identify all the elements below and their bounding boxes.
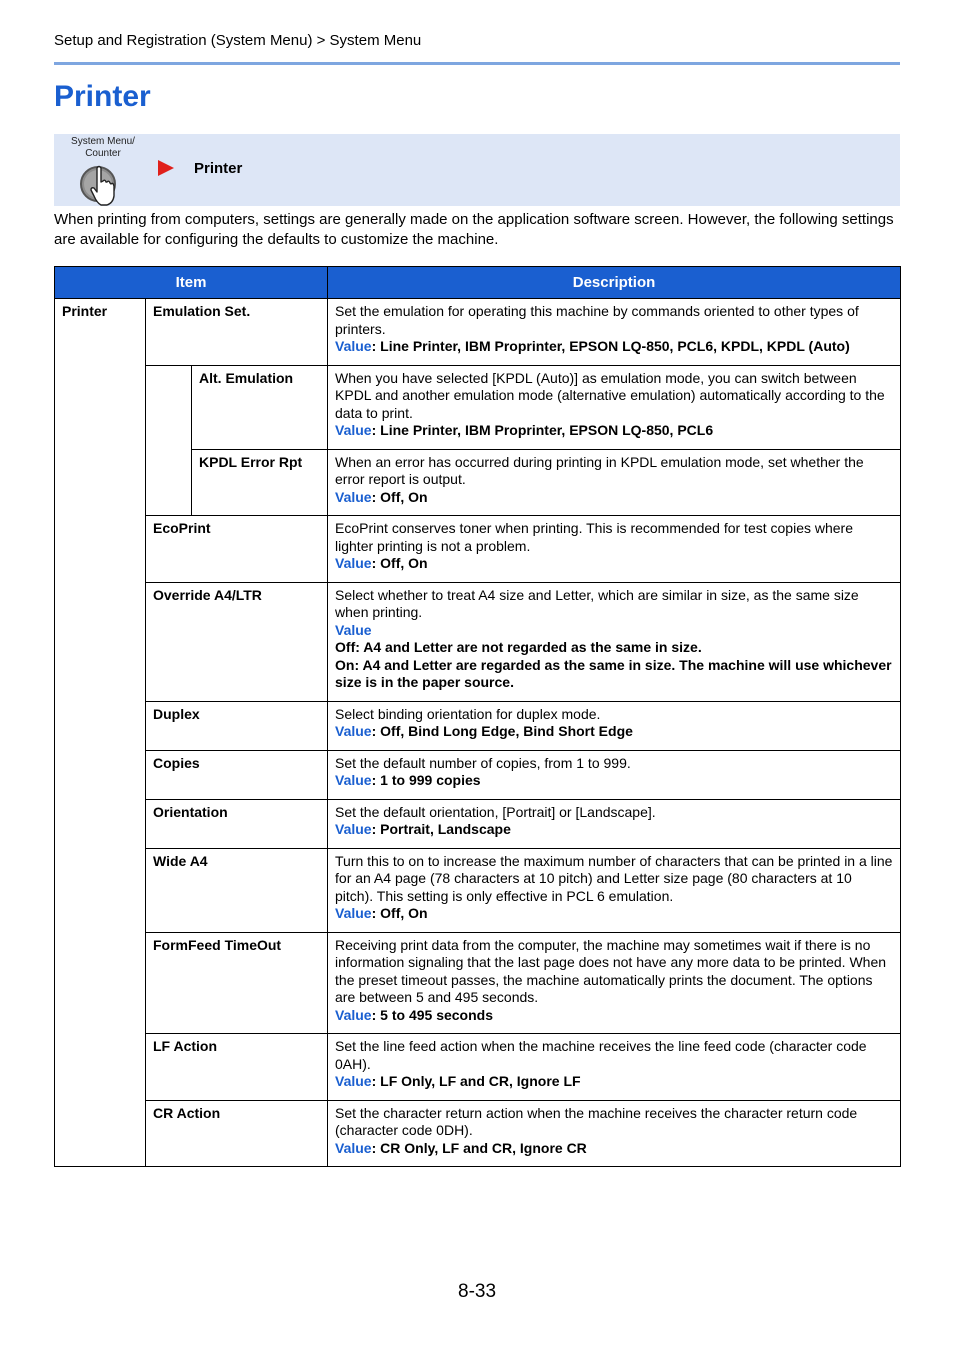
description-text: Set the line feed action when the machine receives the line feed code (character code 0AH). (335, 1038, 867, 1072)
value-keyword: Value (335, 723, 372, 739)
value-line (335, 555, 893, 573)
value-keyword: Value (335, 488, 372, 505)
value-line (335, 1007, 893, 1025)
item-formfeed-timeout: FormFeed TimeOut (146, 932, 328, 1034)
page-title: Printer (54, 80, 151, 113)
table-row (55, 299, 901, 366)
value-keyword: Value (335, 555, 372, 571)
value-options: : Line Printer, IBM Proprinter, EPSON LQ-850, PCL6 (371, 422, 714, 438)
intro-paragraph: When printing from computers, settings are generally made on the application software screen. However, the following settings are available for configuring the defaults to customize the machine. (54, 211, 894, 248)
value-line (335, 338, 893, 356)
indent-spacer (146, 365, 192, 516)
description-cell (328, 848, 901, 932)
item-wide-a4: Wide A4 (146, 848, 328, 932)
value-options: : 1 to 999 copies (371, 772, 481, 788)
value-options: : 5 to 495 seconds (371, 1006, 493, 1023)
navigation-path-box (54, 134, 900, 206)
page-number: 8-33 (458, 1281, 497, 1302)
description-cell (328, 932, 901, 1034)
table-row (55, 365, 901, 449)
key-label-line1: System Menu/ (71, 136, 135, 147)
header-rule (54, 62, 900, 65)
value-options: : CR Only, LF and CR, Ignore CR (371, 1139, 587, 1156)
value-option-off: Off: A4 and Letter are not regarded as the same in size. (335, 639, 702, 655)
description-cell (328, 516, 901, 583)
value-options: : Off, On (371, 905, 428, 921)
table-row (55, 750, 901, 799)
value-keyword: Value (335, 772, 372, 788)
group-printer: Printer (55, 299, 146, 1167)
value-keyword: Value (335, 821, 372, 837)
column-header-description: Description (328, 267, 901, 299)
description-cell (328, 1034, 901, 1101)
table-row (55, 1034, 901, 1101)
breadcrumb: Setup and Registration (System Menu) > System Menu (54, 32, 422, 49)
value-line (335, 905, 893, 923)
table-row (55, 516, 901, 583)
table-row (55, 701, 901, 750)
table-row (55, 582, 901, 701)
value-options: : LF Only, LF and CR, Ignore LF (371, 1073, 581, 1089)
value-line (335, 1140, 893, 1158)
description-text: When you have selected [KPDL (Auto)] as emulation mode, you can switch between KPDL and another emulation mode (alternative emulation) automatically according to the data to print. (335, 369, 885, 421)
description-cell (328, 1100, 901, 1167)
description-cell (328, 799, 901, 848)
table-row (55, 848, 901, 932)
value-keyword: Value (335, 1073, 372, 1089)
item-kpdl-error-rpt: KPDL Error Rpt (192, 449, 328, 516)
nav-step-printer: Printer (194, 160, 243, 177)
description-cell (328, 299, 901, 366)
value-line (335, 1073, 893, 1091)
item-emulation-set: Emulation Set. (146, 299, 328, 366)
description-cell (328, 365, 901, 449)
hand-press-key-icon (78, 160, 124, 208)
item-lf-action: LF Action (146, 1034, 328, 1101)
item-copies: Copies (146, 750, 328, 799)
description-text: Set the default orientation, [Portrait] or [Landscape]. (335, 803, 656, 820)
value-line (335, 723, 893, 741)
printer-settings-table (54, 266, 901, 1167)
value-options: : Off, On (371, 555, 428, 571)
value-options: : Portrait, Landscape (371, 821, 511, 837)
value-keyword: Value (335, 905, 372, 921)
description-text: When an error has occurred during printing in KPDL emulation mode, set whether the error report is output. (335, 453, 864, 487)
item-cr-action: CR Action (146, 1100, 328, 1167)
value-option-on: On: A4 and Letter are regarded as the same in size. The machine will use whichever size is in the paper source. (335, 656, 892, 690)
value-line (335, 772, 893, 790)
description-text: Set the emulation for operating this machine by commands oriented to other types of printers. (335, 303, 859, 337)
item-alt-emulation: Alt. Emulation (192, 365, 328, 449)
description-cell (328, 449, 901, 516)
path-arrow-icon (158, 160, 174, 176)
description-text: Set the default number of copies, from 1 to 999. (335, 754, 631, 771)
value-keyword: Value (335, 1139, 372, 1156)
description-text: Receiving print data from the computer, the machine may sometimes wait if there is no information signaling that the last page does not have any more data to be printed. When the preset timeout passes, the machine automatically prints the document. The options are between 5 and 495 seconds. (335, 936, 887, 1005)
value-keyword: Value (335, 338, 372, 354)
item-override-a4-ltr: Override A4/LTR (146, 582, 328, 701)
value-keyword: Value (335, 1006, 372, 1023)
description-cell (328, 582, 901, 701)
value-options: : Off, Bind Long Edge, Bind Short Edge (371, 723, 633, 739)
value-line (335, 489, 893, 507)
value-keyword: Value (335, 621, 372, 638)
item-ecoprint: EcoPrint (146, 516, 328, 583)
description-text: Select binding orientation for duplex mode. (335, 705, 601, 722)
item-duplex: Duplex (146, 701, 328, 750)
table-row (55, 932, 901, 1034)
value-line (335, 821, 893, 839)
key-label (58, 136, 148, 160)
table-header-row (55, 267, 901, 299)
table-row (55, 1100, 901, 1167)
value-options: : Line Printer, IBM Proprinter, EPSON LQ-850, PCL6, KPDL, KPDL (Auto) (371, 338, 850, 354)
value-line (335, 422, 893, 440)
description-text: EcoPrint conserves toner when printing. This is recommended for test copies where lighter printing is not a problem. (335, 520, 854, 554)
system-menu-counter-key (58, 136, 140, 204)
table-row (55, 799, 901, 848)
key-label-line2: Counter (85, 148, 121, 159)
description-text: Select whether to treat A4 size and Letter, which are similar in size, as the same size when printing. (335, 586, 859, 620)
description-cell (328, 750, 901, 799)
value-keyword: Value (335, 422, 372, 438)
description-text: Turn this to on to increase the maximum number of characters that can be printed in a line for an A4 page (78 characters at 10 pitch) and Letter size page (80 characters at 10 pitch). This setting is only effective in PCL 6 emulation. (335, 852, 893, 904)
column-header-item: Item (55, 267, 328, 299)
value-options: : Off, On (371, 488, 428, 505)
description-cell (328, 701, 901, 750)
description-text: Set the character return action when the machine receives the character return code (character code 0DH). (335, 1104, 858, 1138)
item-orientation: Orientation (146, 799, 328, 848)
